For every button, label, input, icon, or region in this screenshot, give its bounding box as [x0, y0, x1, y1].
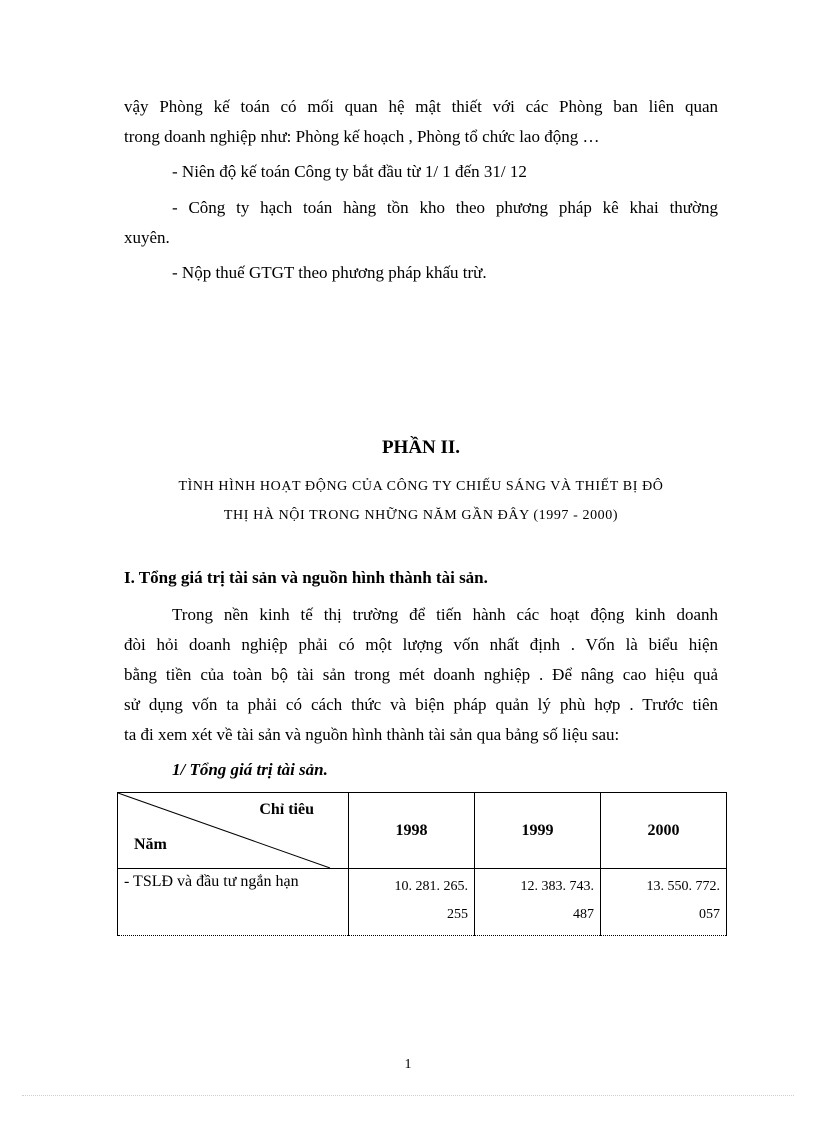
part-title: PHẦN II.: [381, 437, 461, 458]
paragraph-line: trong doanh nghiệp như: Phòng kế hoạch , Phòng tổ chức lao động …: [124, 127, 600, 146]
paragraph-line: - Công ty hạch toán hàng tồn kho theo phương pháp kê khai thường: [172, 198, 718, 217]
section-heading: I. Tổng giá trị tài sản và nguồn hình thành tài sản.: [124, 568, 488, 587]
paragraph-line: vậy Phòng kế toán có mối quan hệ mật thiết với các Phòng ban liên quan: [124, 97, 718, 116]
corner-label-year: Năm: [134, 836, 167, 853]
paragraph-line: xuyên.: [124, 228, 170, 247]
cell-value-part: 12. 383. 743.: [520, 879, 594, 894]
page-number: 1: [404, 1057, 412, 1072]
table-corner-cell: [118, 793, 349, 869]
row-label: - TSLĐ và đầu tư ngắn hạn: [118, 869, 349, 936]
cell-value-part: 057: [699, 907, 720, 922]
table-cell: [349, 869, 475, 936]
table-header-row: [118, 793, 727, 869]
paragraph-line: sử dụng vốn ta phải có cách thức và biện pháp quản lý phù hợp . Trước tiên: [124, 695, 718, 714]
part-subtitle-line: TÌNH HÌNH HOẠT ĐỘNG CỦA CÔNG TY CHIẾU SÁNG VÀ THIẾT BỊ ĐÔ: [178, 479, 664, 494]
table-cell: [601, 869, 727, 936]
sub-heading: 1/ Tổng giá trị tài sản.: [172, 760, 328, 779]
part-subtitle: [124, 472, 718, 530]
part-subtitle-line: THỊ HÀ NỘI TRONG NHỮNG NĂM GẦN ĐÂY (1997 - 2000): [223, 508, 619, 523]
asset-table: [117, 792, 727, 936]
cell-value-part: 487: [573, 907, 594, 922]
cell-value-part: 13. 550. 772.: [646, 879, 720, 894]
paragraph-line: - Niên độ kế toán Công ty bắt đầu từ 1/ 1 đến 31/ 12: [172, 162, 527, 181]
corner-label-indicator: Chỉ tiêu: [259, 801, 314, 818]
year-header: 2000: [601, 793, 727, 869]
year-header: 1998: [349, 793, 475, 869]
paragraph-line: Trong nền kinh tế thị trường để tiến hành các hoạt động kinh doanh: [172, 605, 718, 624]
table-row: [118, 869, 727, 936]
table-cell: [475, 869, 601, 936]
year-header: 1999: [475, 793, 601, 869]
page-bottom-divider: [22, 1095, 794, 1096]
paragraph-line: bằng tiền của toàn bộ tài sản trong mét doanh nghiệp . Để nâng cao hiệu quả: [124, 665, 718, 684]
cell-value-part: 10. 281. 265.: [394, 879, 468, 894]
paragraph-line: - Nộp thuế GTGT theo phương pháp khấu trừ.: [172, 263, 487, 282]
paragraph-line: ta đi xem xét về tài sản và nguồn hình thành tài sản qua bảng số liệu sau:: [124, 725, 620, 744]
cell-value-part: 255: [447, 907, 468, 922]
paragraph-line: đòi hỏi doanh nghiệp phải có một lượng vốn nhất định . Vốn là biểu hiện: [124, 635, 718, 654]
